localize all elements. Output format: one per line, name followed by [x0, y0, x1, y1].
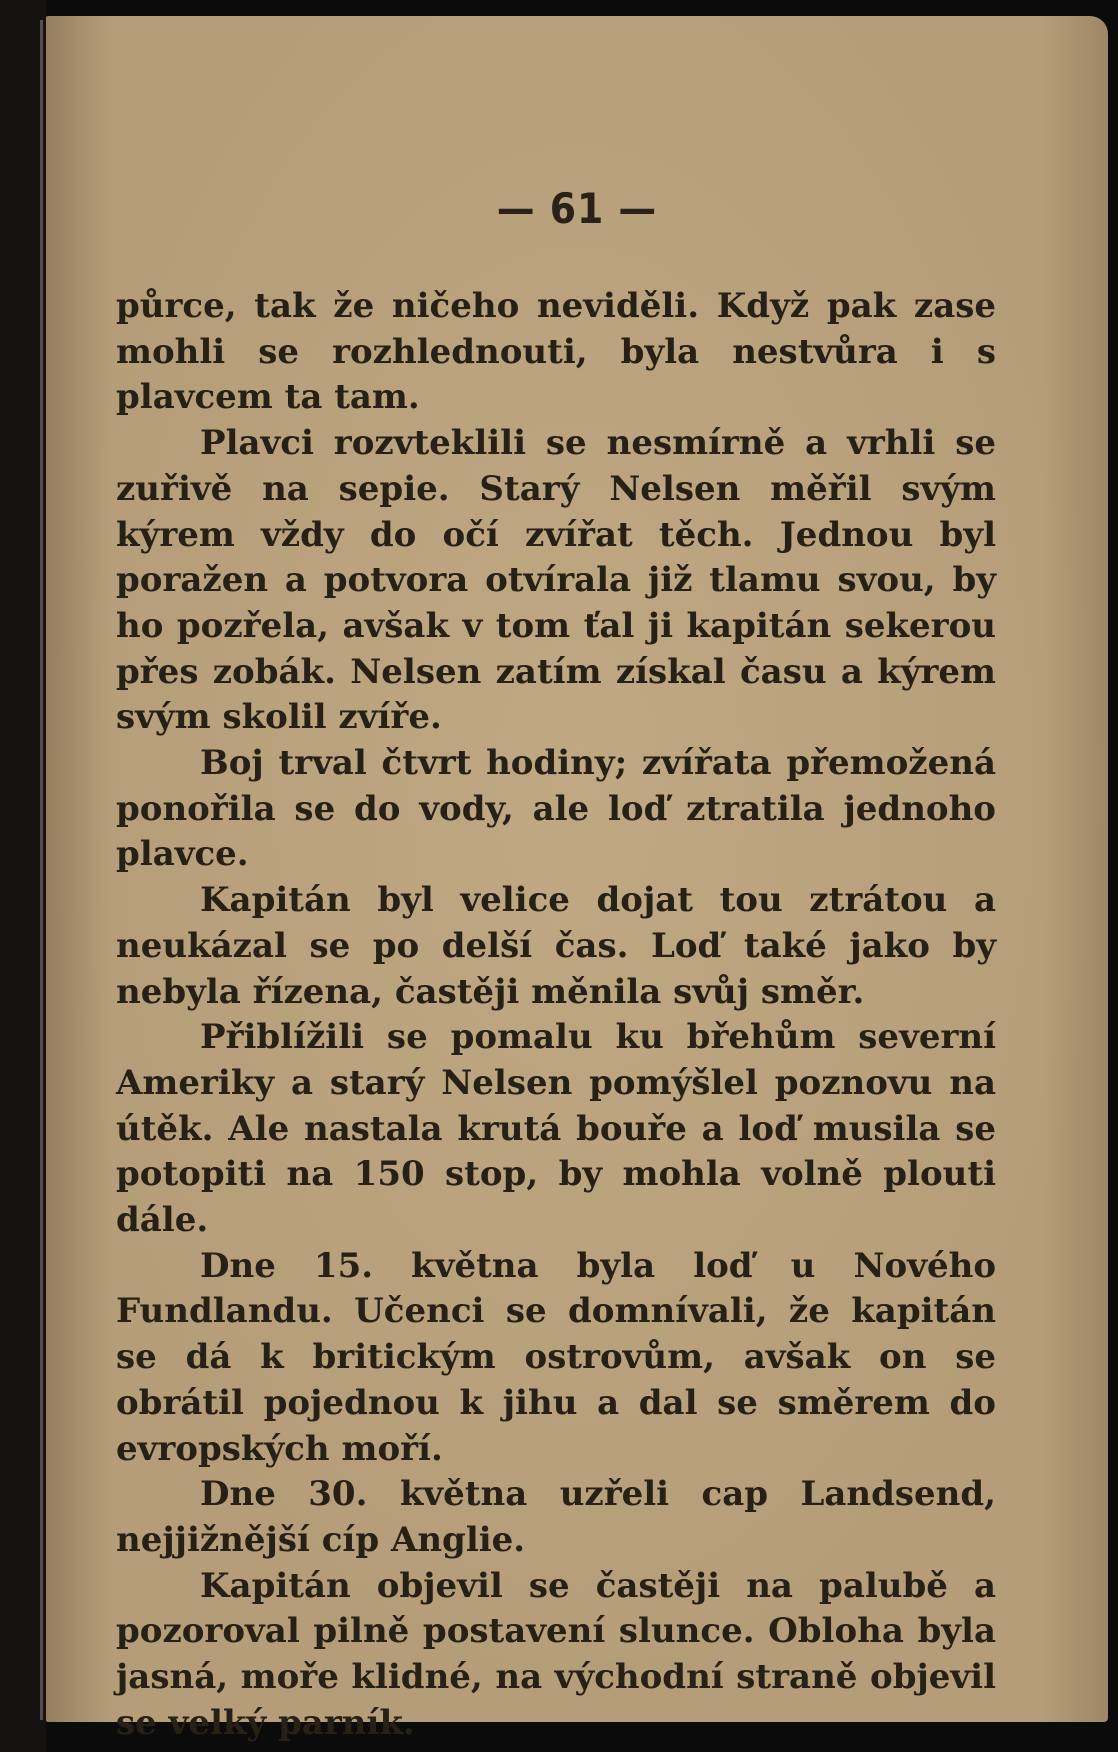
paragraph-7: Dne 30. května uzřeli cap Landsend, nejjižnější cíp Anglie.: [116, 1474, 996, 1560]
paragraph-8: Kapitán objevil se častěji na palubě a pozoroval pilně postavení slunce. Obloha byla jasná, moře klidné, na východní straně objevil se velký parník.: [116, 1565, 996, 1743]
paragraph-3: Boj trval čtvrt hodiny; zvířata přemožená ponořila se do vody, ale loď ztratila jednoho plavce.: [116, 743, 996, 875]
page-text: [116, 284, 996, 1747]
page-number: — 61 —: [496, 184, 658, 233]
paragraph-6: Dne 15. května byla loď u Nového Fundlandu. Učenci se domnívali, že kapitán se dá k britickým ostrovům, avšak on se obrátil pojednou k jihu a dal se směrem do evropských moří.: [116, 1245, 996, 1469]
paragraph-2: Plavci rozvteklili se nesmírně a vrhli se zuřivě na sepie. Starý Nelsen měřil svým kýrem vždy do očí zvířat těch. Jednou byl poražen a potvora otvírala již tlamu svou, by ho pozřela, avšak v tom ťal ji kapitán sekerou přes zobák. Nelsen zatím získal času a kýrem svým skolil zvíře.: [116, 423, 996, 738]
paragraph-1: půrce, tak že ničeho neviděli. Když pak zase mohli se rozhlednouti, byla nestvůra i s plavcem ta tam.: [116, 286, 996, 418]
paragraph-4: Kapitán byl velice dojat tou ztrátou a neukázal se po delší čas. Loď také jako by nebyla řízena, častěji měnila svůj směr.: [116, 880, 996, 1012]
gutter-edge: [40, 20, 43, 1720]
book-page: [46, 16, 1108, 1743]
paragraph-5: Přiblížili se pomalu ku břehům severní Ameriky a starý Nelsen pomýšlel poznovu na útěk. Ale nastala krutá bouře a loď musila se potopiti na 150 stop, by mohla volně plouti dále.: [116, 1017, 996, 1241]
book-gutter: [0, 0, 46, 1752]
